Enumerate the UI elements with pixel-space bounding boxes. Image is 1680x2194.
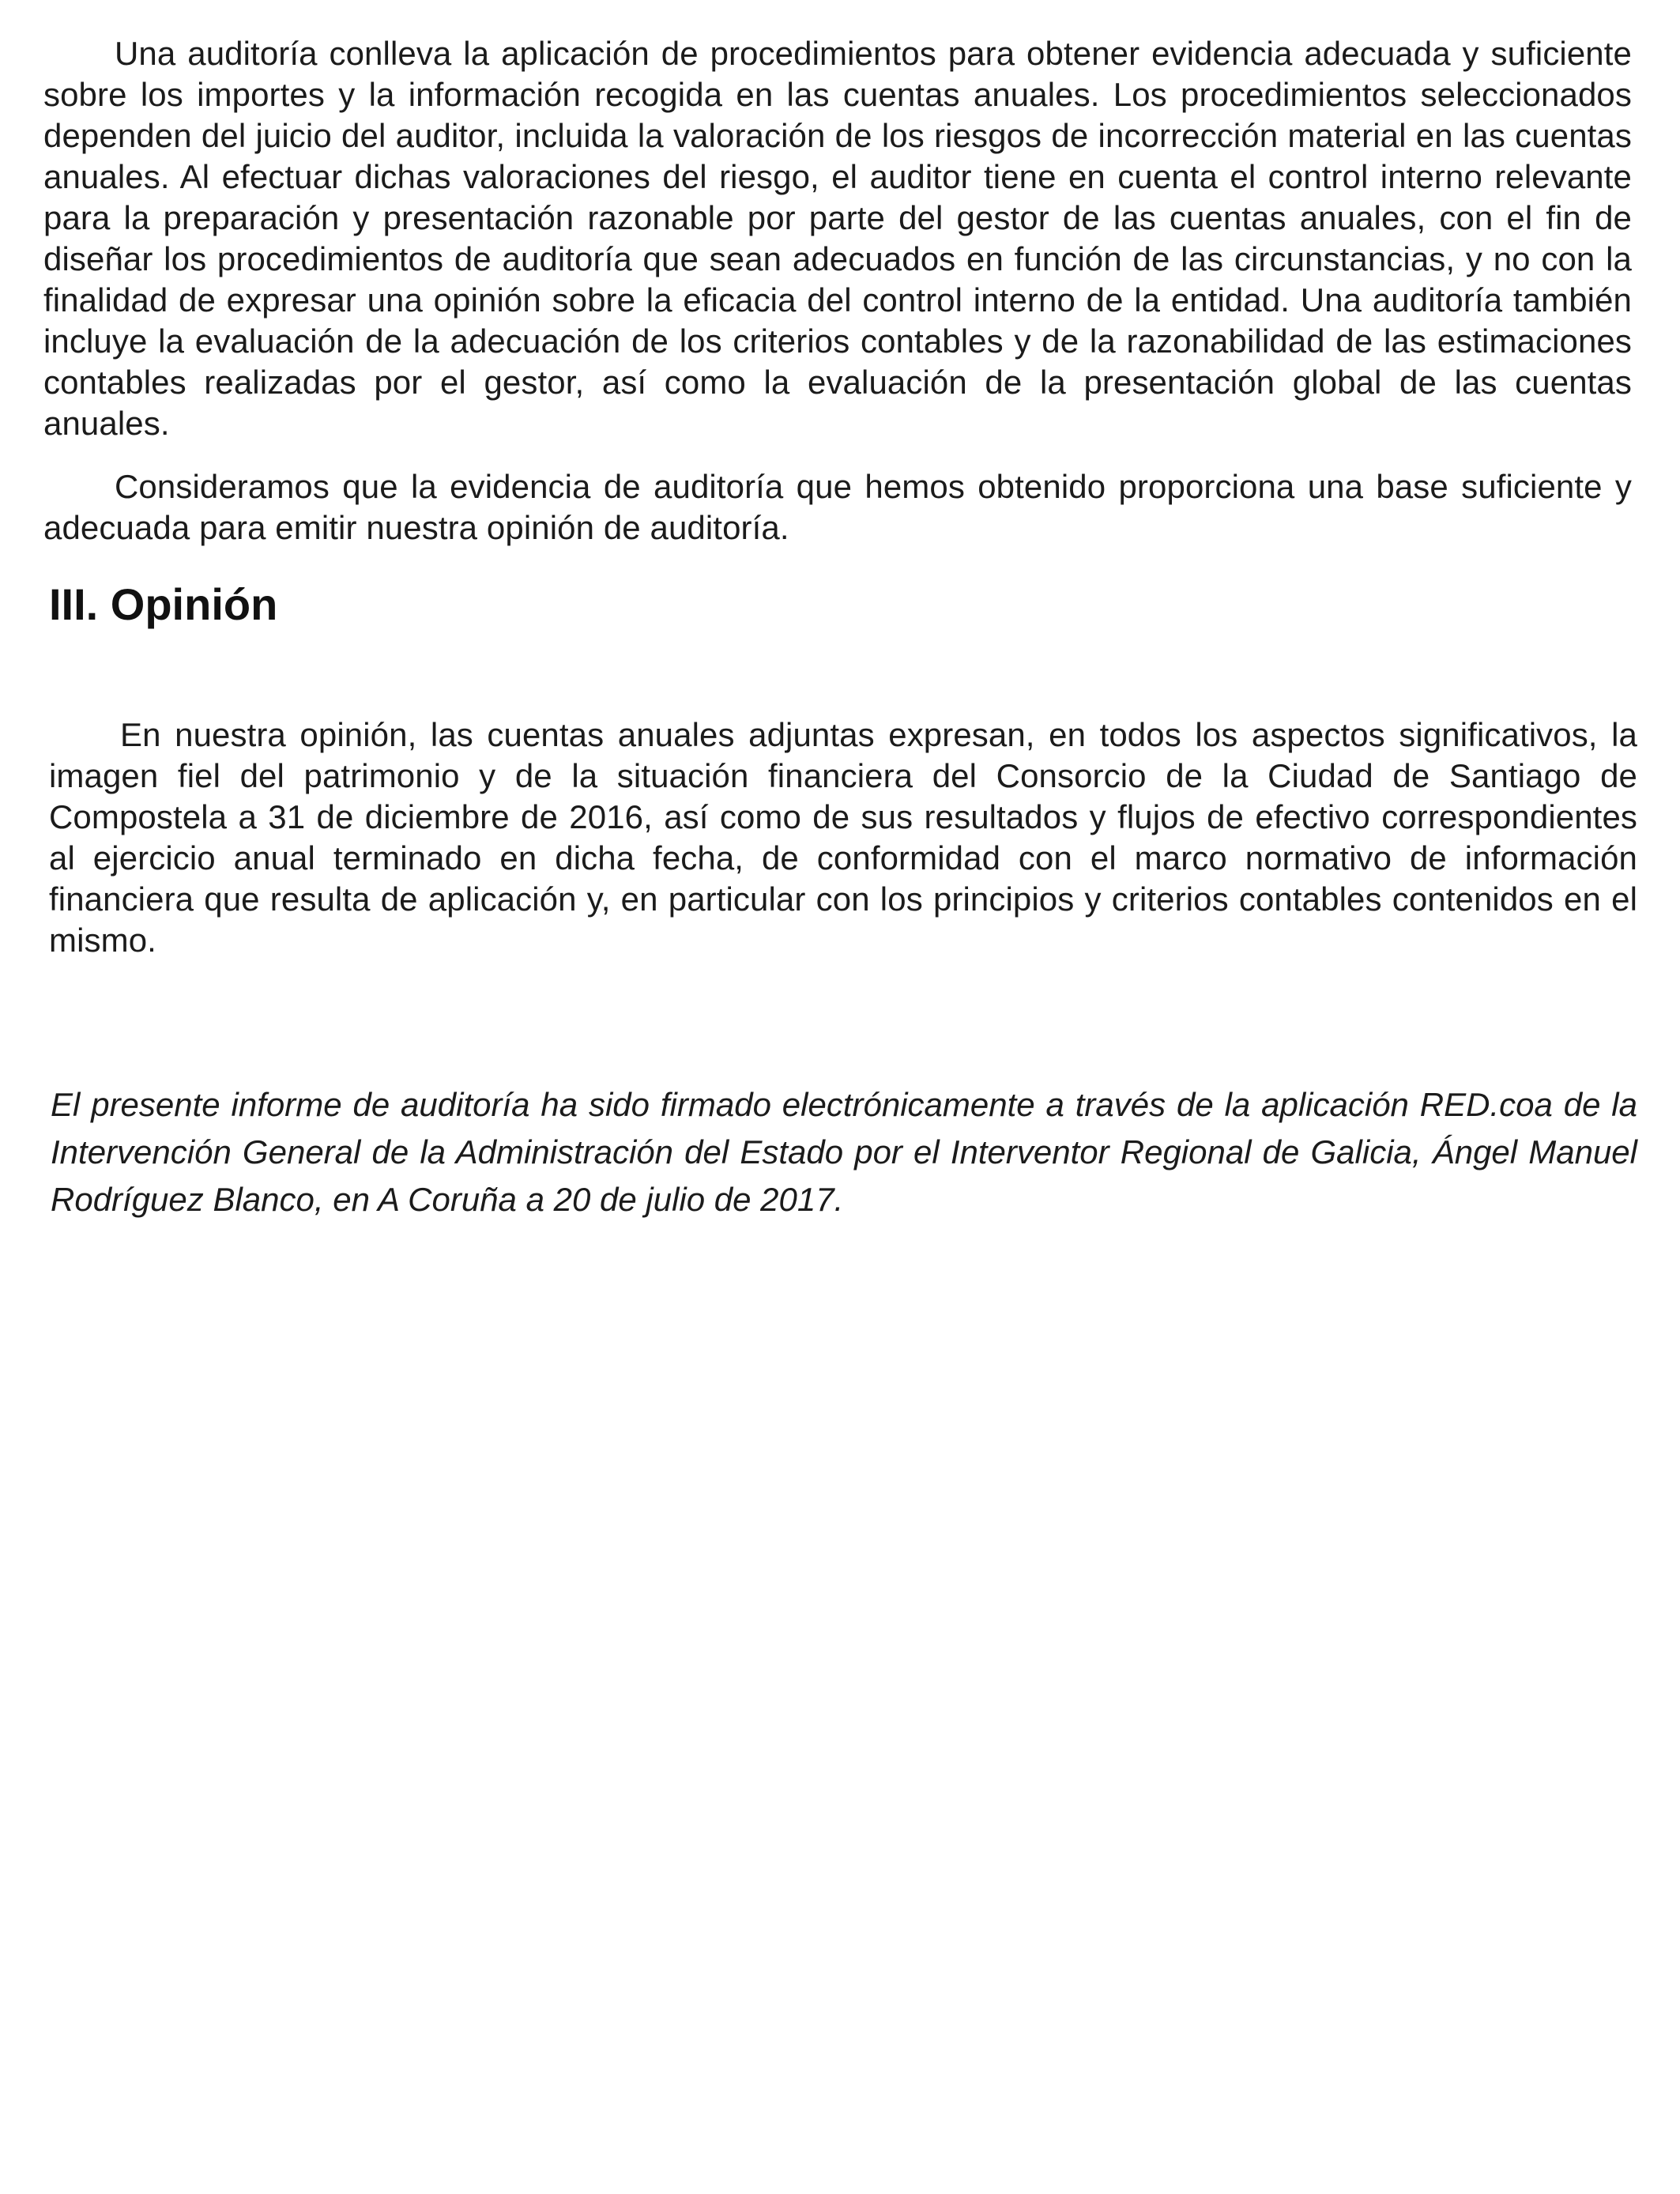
audit-evidence-paragraph: Consideramos que la evidencia de auditoría que hemos obtenido proporciona una base suficiente y adecuada para emitir nuestra opinión de auditoría. xyxy=(43,468,1632,546)
audit-procedures-paragraph: Una auditoría conlleva la aplicación de procedimientos para obtener evidencia adecuada y suficiente sobre los importes y la información recogida en las cuentas anuales. Los procedimientos seleccionados dependen del juicio del auditor, incluida la valoración de los riesgos de incorrección material en las cuentas anuales. Al efectuar dichas valoraciones del riesgo, el auditor tiene en cuenta el control interno relevante para la preparación y presentación razonable por parte del gestor de las cuentas anuales, con el fin de diseñar los procedimientos de auditoría que sean adecuados en función de las circunstancias, y no con la finalidad de expresar una opinión sobre la eficacia del control interno de la entidad. Una auditoría también incluye la evaluación de la adecuación de los criterios contables y de la razonabilidad de las estimaciones contables realizadas por el gestor, así como la evaluación de la presentación global de las cuentas anuales. xyxy=(43,35,1632,442)
opinion-paragraph: En nuestra opinión, las cuentas anuales adjuntas expresan, en todos los aspectos significativos, la imagen fiel del patrimonio y de la situación financiera del Consorcio de la Ciudad de Santiago de Compostela a 31 de diciembre de 2016, así como de sus resultados y flujos de efectivo correspondientes al ejercicio anual terminado en dicha fecha, de conformidad con el marco normativo de información financiera que resulta de aplicación y, en particular con los principios y criterios contables contenidos en el mismo. xyxy=(49,716,1637,959)
electronic-signature-note: El presente informe de auditoría ha sido firmado electrónicamente a través de la aplicación RED.coa de la Intervención General de la Administración del Estado por el Interventor Regional de Galicia, Ángel Manuel Rodríguez Blanco, en A Coruña a 20 de julio de 2017. xyxy=(51,1086,1637,1218)
section-heading-opinion: III. Opinión xyxy=(49,579,278,629)
